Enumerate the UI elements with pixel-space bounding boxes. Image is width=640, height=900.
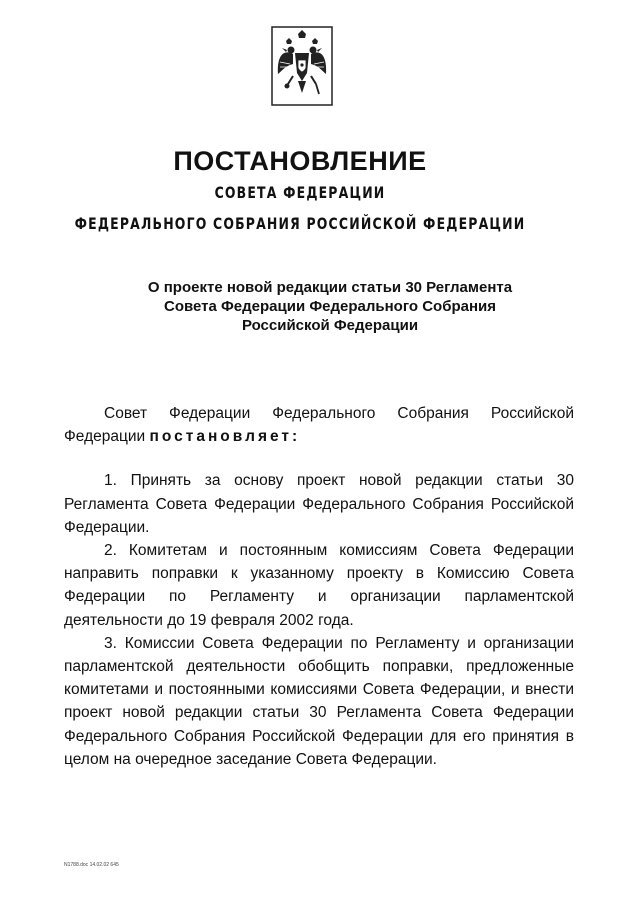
intro-paragraph bbox=[64, 402, 574, 448]
file-reference: N1788.doc 14.02.02 645 bbox=[64, 862, 119, 868]
heading-line-3: Российской Федерации bbox=[241, 317, 419, 334]
item-2: 2. Комитетам и постоянным комиссиям Совета Федерации направить поправки к указанному проекту в Комиссию Совета Федерации по Регламенту и организации парламентской деятельности до 19 февраля 2002 года. bbox=[64, 542, 574, 629]
heading-line-1: О проекте новой редакции статьи 30 Регламента bbox=[147, 279, 513, 296]
intro-text: Совет Федерации Федерального Собрания Российской Федерации bbox=[64, 405, 574, 446]
resolution-body bbox=[64, 402, 574, 771]
item-1: 1. Принять за основу проект новой редакции статьи 30 Регламента Совета Федерации Федерального Собрания Российской Федерации. bbox=[64, 472, 574, 536]
item-3: 3. Комиссии Совета Федерации по Регламенту и организации парламентской деятельности обобщить поправки, предложенные комитетами и постоянными комиссиями Совета Федерации, и внести проект новой редакции статьи 30 Регламента Совета Федерации Федерального Собрания Российской Федерации для его принятия в целом на очередное заседание Совета Федерации. bbox=[64, 634, 574, 768]
issuer-line-1: СОВЕТА ФЕДЕРАЦИИ bbox=[214, 183, 386, 202]
document-title: ПОСТАНОВЛЕНИЕ bbox=[173, 146, 427, 176]
heading-line-2: Совета Федерации Федерального Собрания bbox=[163, 298, 497, 315]
double-headed-eagle-icon bbox=[271, 26, 333, 106]
issuer-line-2: ФЕДЕРАЛЬНОГО СОБРАНИЯ РОССИЙСКОЙ ФЕДЕРАЦИИ bbox=[74, 214, 526, 233]
resolution-heading bbox=[60, 278, 600, 335]
decree-verb: постановляет: bbox=[149, 428, 301, 446]
